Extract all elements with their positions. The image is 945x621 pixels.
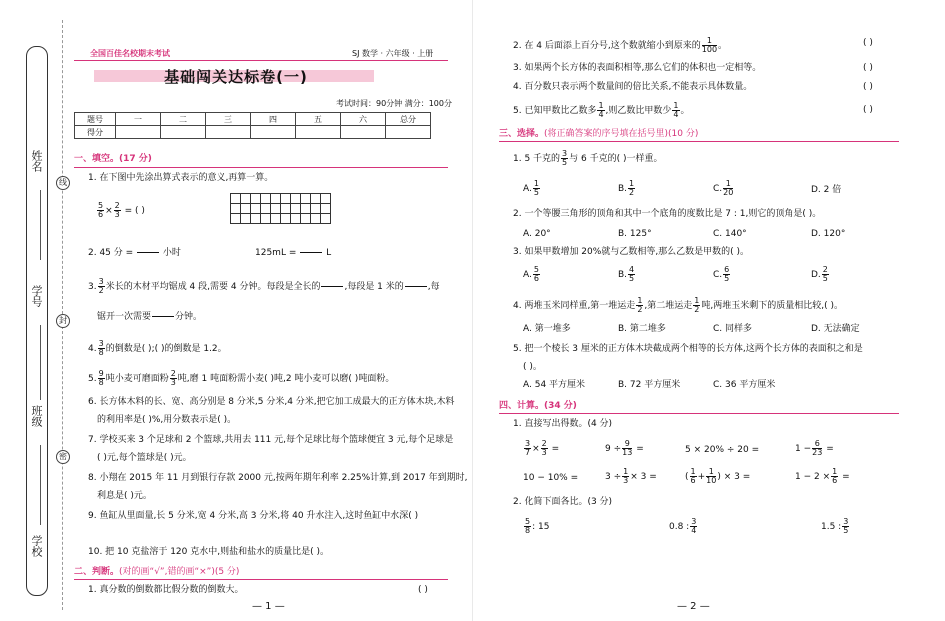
question-1-3: 3. $\frac{3}{2}$ 米长的木材平均锯成 4 段,需要 4 分钟。每段是全长的 ,每段是 1 米的 ,每 bbox=[88, 277, 440, 295]
score-input[interactable] bbox=[161, 126, 206, 139]
q5-text-b: 吨,磨 1 吨面粉需小麦( )吨,2 吨小麦可以磨( )吨面粉。 bbox=[177, 374, 395, 384]
option-label: A. bbox=[523, 270, 532, 280]
page-number-2: — 2 — bbox=[677, 601, 710, 612]
page-title: 基础闯关达标卷(一) bbox=[164, 68, 308, 86]
frac-num: 4 bbox=[629, 265, 635, 274]
frac-den: 13 bbox=[622, 448, 633, 457]
frac-den: 100 bbox=[701, 45, 718, 54]
score-cell: 五 bbox=[296, 113, 341, 126]
series-name: 全国百佳名校期末考试 bbox=[90, 49, 170, 58]
question-1-2b bbox=[255, 244, 331, 261]
q2-5-text-b: ,则乙数比甲数少 bbox=[605, 106, 672, 116]
frac-den: 5 bbox=[562, 158, 568, 167]
option-a[interactable]: A. 20° bbox=[523, 229, 551, 239]
frac-den: 2 bbox=[637, 305, 643, 314]
label-class: 班级 bbox=[30, 405, 43, 427]
subject-info: SJ 数学 · 六年级 · 上册 bbox=[352, 49, 434, 58]
section3-heading bbox=[499, 128, 698, 140]
score-cell: 总分 bbox=[386, 113, 431, 126]
section4-rule bbox=[499, 413, 899, 414]
frac-den: 2 bbox=[694, 305, 700, 314]
frac-den: 4 bbox=[598, 110, 604, 119]
question-4-1: 1. 直接写出得数。(4 分) bbox=[513, 419, 613, 429]
calc-item: 1 − $\frac{6}{23}$ = bbox=[795, 439, 834, 457]
frac-num: 1 bbox=[637, 296, 643, 305]
ratio-item bbox=[821, 518, 850, 535]
option-a[interactable] bbox=[523, 180, 541, 197]
score-cell: 得分 bbox=[75, 126, 116, 139]
q3-line2-a: 锯开一次需要 bbox=[97, 312, 152, 322]
option-d[interactable]: D. 2 倍 bbox=[811, 185, 842, 195]
q1-expression: $\frac{5}{6}$ × $\frac{2}{3}$ = ( ) bbox=[98, 201, 145, 219]
score-input[interactable] bbox=[206, 126, 251, 139]
frac-den: 6 bbox=[98, 210, 104, 219]
seal-mark-close: 密 bbox=[56, 450, 70, 464]
option-label: C. bbox=[713, 270, 723, 280]
frac-den: 5 bbox=[724, 274, 730, 283]
option-b[interactable]: B. 72 平方厘米 bbox=[618, 380, 681, 390]
question-1-10: 10. 把 10 克盐溶于 120 克水中,则盐和盐水的质量比是( )。 bbox=[88, 547, 329, 557]
frac-den: 8 bbox=[98, 348, 104, 357]
frac-den: 5 bbox=[533, 188, 539, 197]
frac-den: 5 bbox=[843, 526, 849, 535]
option-c[interactable] bbox=[713, 266, 731, 283]
frac-den: 5 bbox=[822, 274, 828, 283]
option-a[interactable]: A. 第一堆多 bbox=[523, 324, 571, 334]
frac-num: 5 bbox=[533, 265, 539, 274]
question-2-3: 3. 如果两个长方体的表面积相等,那么它们的体积也一定相等。 bbox=[513, 63, 762, 73]
answer-bracket[interactable]: ( ) bbox=[863, 63, 873, 73]
score-cell: 题号 bbox=[75, 113, 116, 126]
frac-num: 1 bbox=[533, 179, 539, 188]
ratio-item bbox=[523, 518, 549, 535]
question-3-5-line2: ( )。 bbox=[523, 362, 542, 372]
frac-den: 3 bbox=[114, 210, 120, 219]
calc-item: 3 ÷ $\frac{1}{3}$ × 3 = bbox=[605, 467, 657, 485]
score-cell: 一 bbox=[116, 113, 161, 126]
frac-den: 3 bbox=[623, 476, 629, 485]
q5-lead: 5. bbox=[88, 374, 97, 384]
option-c[interactable]: C. 36 平方厘米 bbox=[713, 380, 776, 390]
header-rule bbox=[74, 60, 448, 61]
name-line bbox=[40, 190, 41, 260]
frac-den: 6 bbox=[533, 274, 539, 283]
section1-heading: 一、填空。(17 分) bbox=[74, 154, 152, 164]
page-1 bbox=[0, 0, 472, 621]
label-name: 姓名 bbox=[30, 150, 43, 172]
frac-den: 3 bbox=[170, 378, 176, 387]
label-school: 学校 bbox=[30, 535, 43, 557]
calc-item: 5 × 20% ÷ 20 = bbox=[685, 445, 760, 455]
frac-den: 3 bbox=[541, 448, 547, 457]
score-cell: 三 bbox=[206, 113, 251, 126]
q3-line2-b: 分钟。 bbox=[175, 312, 203, 322]
frac-num: 3 bbox=[98, 277, 104, 286]
frac-num: 3 bbox=[525, 439, 531, 448]
id-line bbox=[40, 325, 41, 400]
frac-num: 1 bbox=[723, 180, 733, 189]
question-2-4: 4. 百分数只表示两个数量间的倍比关系,不能表示具体数量。 bbox=[513, 82, 753, 92]
option-a[interactable] bbox=[523, 266, 541, 283]
frac-den: 10 bbox=[706, 476, 717, 485]
option-label: B. bbox=[618, 270, 628, 280]
section2-heading bbox=[74, 566, 239, 578]
question-2-2 bbox=[513, 37, 727, 54]
frac-den: 4 bbox=[691, 526, 697, 535]
frac-num: 2 bbox=[822, 265, 828, 274]
question-1-3-line2 bbox=[97, 308, 202, 325]
option-b[interactable] bbox=[618, 180, 636, 197]
score-cell: 六 bbox=[341, 113, 386, 126]
question-1-8-line2: 利息是( )元。 bbox=[97, 491, 152, 501]
section2-title: 二、判断。 bbox=[74, 567, 120, 577]
seal-mark-line: 线 bbox=[56, 176, 70, 190]
score-input[interactable] bbox=[296, 126, 341, 139]
option-c[interactable]: C. 140° bbox=[713, 229, 747, 239]
score-row-values bbox=[75, 126, 431, 139]
question-1-5 bbox=[88, 370, 394, 387]
question-4-2: 2. 化简下面各比。(3 分) bbox=[513, 497, 613, 507]
frac-num: 6 bbox=[812, 440, 822, 449]
frac-num: 1 bbox=[694, 296, 700, 305]
q3-text-c: ,每 bbox=[427, 282, 440, 292]
frac-den: 5 bbox=[629, 274, 635, 283]
class-line bbox=[40, 445, 41, 525]
frac-num: 1 bbox=[673, 101, 679, 110]
question-3-5-line1: 5. 把一个棱长 3 厘米的正方体木块截成两个相等的长方体,这两个长方体的表面积之和是 bbox=[513, 344, 863, 354]
answer-bracket[interactable]: ( ) bbox=[418, 585, 428, 595]
frac-num: 2 bbox=[541, 439, 547, 448]
label-student-id: 学号 bbox=[30, 285, 43, 307]
page-number-1: — 1 — bbox=[252, 601, 285, 612]
frac-num: 6 bbox=[724, 265, 730, 274]
question-3-4 bbox=[513, 297, 843, 314]
seal-mark-seal: 封 bbox=[56, 314, 70, 328]
frac-num: 3 bbox=[691, 517, 697, 526]
frac-den: 2 bbox=[629, 188, 635, 197]
calc-item: 10 − 10% = bbox=[523, 473, 579, 483]
frac-num: 1 bbox=[623, 467, 629, 476]
section4-heading: 四、计算。(34 分) bbox=[499, 401, 577, 411]
frac-den: 6 bbox=[690, 476, 696, 485]
question-1-8-line1: 8. 小翔在 2015 年 11 月到银行存款 2000 元,按两年期年利率 2.25%计算,到 2017 年到期时, bbox=[88, 473, 468, 483]
frac-num: 9 bbox=[622, 440, 632, 449]
binding-strip bbox=[26, 46, 48, 596]
q3-4-text-c: 吨,两堆玉米剩下的质量相比较,( )。 bbox=[701, 301, 843, 311]
frac-num: 1 bbox=[690, 467, 696, 476]
score-input[interactable] bbox=[251, 126, 296, 139]
shading-grid[interactable] bbox=[230, 193, 331, 224]
question-2-1: 1. 真分数的倒数都比假分数的倒数大。 bbox=[88, 585, 244, 595]
q4-text: 的倒数是( );( )的倒数是 1.2。 bbox=[105, 344, 227, 354]
option-d[interactable] bbox=[811, 266, 830, 283]
calc-item: 1 − 2 × $\frac{1}{6}$ = bbox=[795, 467, 850, 485]
frac-num: 1 bbox=[832, 467, 838, 476]
answer-bracket[interactable]: ( ) bbox=[863, 82, 873, 92]
q3-1-text-b: 与 6 千克的( )一样重。 bbox=[569, 154, 663, 164]
answer-bracket[interactable]: ( ) bbox=[863, 105, 873, 115]
calc-item: $\frac{3}{7}$ × $\frac{2}{3}$ = bbox=[525, 439, 560, 457]
score-table bbox=[74, 112, 431, 139]
calc-item: ( $\frac{1}{6}$ + $\frac{1}{10}$ ) × 3 = bbox=[685, 467, 751, 485]
option-a[interactable]: A. 54 平方厘米 bbox=[523, 380, 586, 390]
frac-num: 1 bbox=[706, 468, 716, 477]
option-label: B. bbox=[618, 184, 628, 194]
frac-den: 23 bbox=[812, 448, 823, 457]
question-1-7-line1: 7. 学校买来 3 个足球和 2 个篮球,共用去 111 元,每个足球比每个篮球便宜 3 元,每个足球是 bbox=[88, 435, 454, 445]
option-label: D. bbox=[811, 270, 821, 280]
section3-title: 三、选择。 bbox=[499, 129, 545, 139]
ratio-tail: : 15 bbox=[532, 522, 550, 532]
frac-num: 3 bbox=[843, 517, 849, 526]
frac-num: 2 bbox=[114, 201, 120, 210]
frac-num: 1 bbox=[598, 101, 604, 110]
option-label: A. bbox=[523, 184, 532, 194]
page-2 bbox=[473, 0, 945, 621]
ratio-head: 0.8 : bbox=[669, 522, 690, 532]
score-cell: 四 bbox=[251, 113, 296, 126]
q3-4-text-b: ,第二堆运走 bbox=[644, 301, 693, 311]
option-label: C. bbox=[713, 184, 723, 194]
q2-5-text-a: 5. 已知甲数比乙数多 bbox=[513, 106, 597, 116]
question-2-5 bbox=[513, 102, 690, 119]
question-3-1 bbox=[513, 150, 662, 167]
question-3-2: 2. 一个等腰三角形的顶角和其中一个底角的度数比是 7 : 1,则它的顶角是( )。 bbox=[513, 209, 822, 219]
score-cell: 二 bbox=[161, 113, 206, 126]
frac-num: 1 bbox=[702, 37, 717, 46]
q2b-text: 125mL = bbox=[255, 248, 297, 258]
frac-den: 4 bbox=[673, 110, 679, 119]
question-1-6-line2: 的利用率是( )%,用分数表示是( )。 bbox=[97, 415, 237, 425]
frac-num: 5 bbox=[98, 201, 104, 210]
q2-2-text-b: 。 bbox=[718, 41, 728, 51]
q2-5-text-c: 。 bbox=[680, 106, 690, 116]
option-d[interactable]: D. 无法确定 bbox=[811, 324, 860, 334]
question-1-2a bbox=[88, 244, 181, 261]
question-3-3: 3. 如果甲数增加 20%就与乙数相等,那么乙数是甲数的( )。 bbox=[513, 247, 750, 257]
option-c[interactable]: C. 同样多 bbox=[713, 324, 753, 334]
frac-num: 5 bbox=[525, 517, 531, 526]
score-row-header bbox=[75, 113, 431, 126]
score-input[interactable] bbox=[116, 126, 161, 139]
option-b[interactable] bbox=[618, 266, 636, 283]
score-input[interactable] bbox=[386, 126, 431, 139]
section1-rule bbox=[74, 167, 448, 168]
frac-num: 3 bbox=[98, 339, 104, 348]
section3-note: (将正确答案的序号填在括号里)(10 分) bbox=[544, 129, 699, 139]
question-1-6-line1: 6. 长方体木料的长、宽、高分别是 8 分米,5 分米,4 分米,把它加工成最大的正方体木块,木料 bbox=[88, 397, 455, 407]
q2-2-text-a: 2. 在 4 后面添上百分号,这个数就缩小到原来的 bbox=[513, 41, 701, 51]
option-b[interactable]: B. 第二堆多 bbox=[618, 324, 666, 334]
ratio-head: 1.5 : bbox=[821, 522, 842, 532]
question-1-7-line2: ( )元,每个篮球是( )元。 bbox=[97, 453, 192, 463]
q3-1-text-a: 1. 5 千克的 bbox=[513, 154, 561, 164]
frac-den: 8 bbox=[525, 526, 531, 535]
q4-lead: 4. bbox=[88, 344, 97, 354]
option-d[interactable]: D. 120° bbox=[811, 229, 846, 239]
question-1-4 bbox=[88, 340, 227, 357]
q2a-unit: 小时 bbox=[162, 248, 181, 258]
frac-den: 7 bbox=[525, 448, 531, 457]
question-1-9: 9. 鱼缸从里面量,长 5 分米,宽 4 分米,高 3 分米,将 40 升水注入,这时鱼缸中水深( ) bbox=[88, 511, 419, 521]
q3-text-b: ,每段是 1 米的 bbox=[344, 282, 404, 292]
option-b[interactable]: B. 125° bbox=[618, 229, 652, 239]
frac-num: 9 bbox=[98, 369, 104, 378]
q3-text-a: 米长的木材平均锯成 4 段,需要 4 分钟。每段是全长的 bbox=[105, 282, 321, 292]
q1-tail: = ( ) bbox=[124, 206, 145, 216]
calc-item: 9 ÷ $\frac{9}{13}$ = bbox=[605, 439, 644, 457]
option-c[interactable] bbox=[713, 180, 734, 197]
score-input[interactable] bbox=[341, 126, 386, 139]
question-1-1: 1. 在下图中先涂出算式表示的意义,再算一算。 bbox=[88, 173, 274, 183]
section2-rule bbox=[74, 579, 448, 580]
q2a-text: 2. 45 分 = bbox=[88, 248, 134, 258]
q2b-unit: L bbox=[326, 248, 332, 258]
section3-rule bbox=[499, 141, 899, 142]
q3-4-text-a: 4. 两堆玉米同样重,第一堆运走 bbox=[513, 301, 636, 311]
exam-info: 考试时间：90分钟 满分：100分 bbox=[336, 99, 452, 108]
frac-num: 2 bbox=[170, 369, 176, 378]
frac-den: 8 bbox=[98, 378, 104, 387]
frac-den: 6 bbox=[832, 476, 838, 485]
frac-den: 2 bbox=[98, 286, 104, 295]
frac-num: 3 bbox=[562, 149, 568, 158]
frac-num: 1 bbox=[629, 179, 635, 188]
frac-den: 20 bbox=[723, 188, 734, 197]
ratio-item bbox=[669, 518, 698, 535]
answer-bracket[interactable]: ( ) bbox=[863, 38, 873, 48]
section2-note: (对的画“√”,错的画“×”)(5 分) bbox=[119, 567, 240, 577]
q5-text-a: 吨小麦可磨面粉 bbox=[105, 374, 169, 384]
